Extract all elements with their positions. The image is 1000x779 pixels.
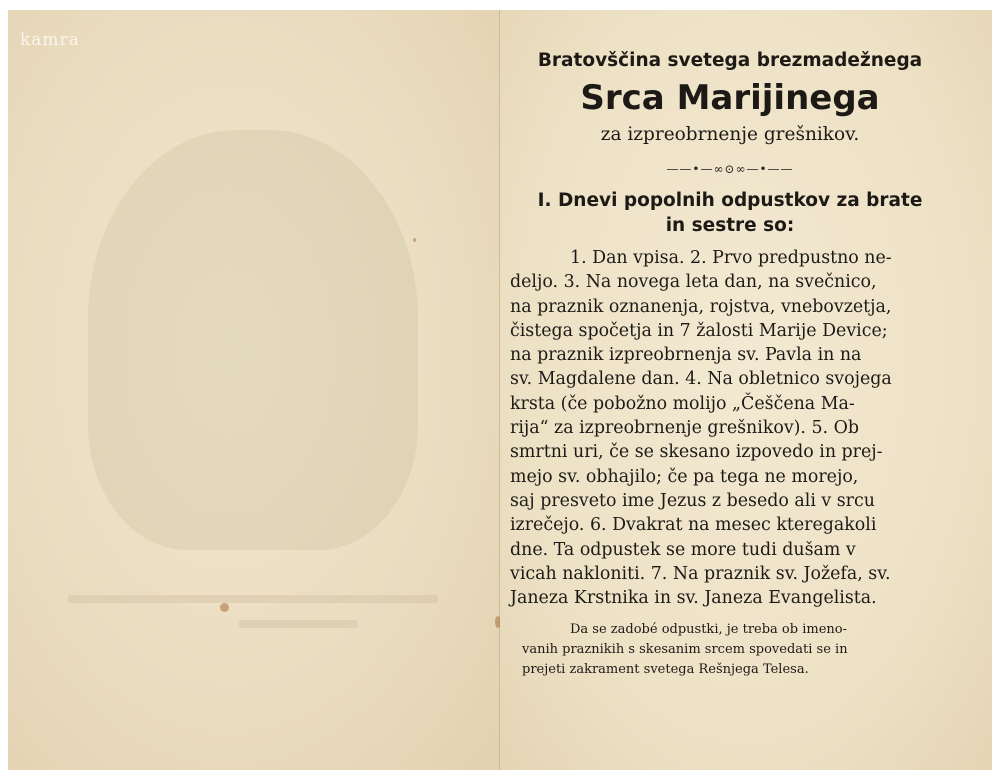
note-line: Da se zadobé odpustki, je treba ob imeno- xyxy=(570,622,847,638)
body-line: na praznik izpreobrnenja sv. Pavla in na xyxy=(510,345,862,366)
body-line: deljo. 3. Na novega leta dan, na svečnico, xyxy=(510,272,877,293)
note-line: prejeti zakrament svetega Rešnjega Telesa. xyxy=(522,662,809,678)
body-line: mejo sv. obhajilo; če pa tega ne morejo, xyxy=(510,466,859,487)
heading-subtitle: za izpreobrnenje grešnikov. xyxy=(600,124,860,145)
body-line: vicah nakloniti. 7. Na praznik sv. Jožefa, sv. xyxy=(510,563,891,584)
ornament-divider: ——•—∞⊙∞—•—— xyxy=(666,162,794,176)
heading-line-1: Bratovščina svetega brezmadežnega xyxy=(537,50,923,71)
body-line: dne. Ta odpustek se more tudi dušam v xyxy=(510,539,856,560)
heading-title: Srca Marijinega xyxy=(580,78,880,118)
body-line: Janeza Krstnika in sv. Janeza Evangelista. xyxy=(510,588,877,609)
footnote xyxy=(510,620,950,680)
note-line: vanih praznikih s skesanim srcem spovedati se in xyxy=(522,642,848,658)
body-line: rija“ za izpreobrnenje grešnikov). 5. Ob xyxy=(510,418,860,439)
stain-spot xyxy=(413,238,416,242)
left-page xyxy=(8,10,500,770)
body-line: smrtni uri, če se skesano izpovedo in prej- xyxy=(510,442,883,463)
right-page-text xyxy=(510,48,950,680)
indulgence-list xyxy=(510,246,950,610)
watermark-text: kamra xyxy=(20,30,80,50)
body-line: saj presveto ime Jezus z besedo ali v srcu xyxy=(510,490,875,511)
section-title-line-2: in sestre so: xyxy=(665,215,795,236)
body-line: sv. Magdalene dan. 4. Na obletnico svojega xyxy=(510,369,892,390)
faded-caption-line xyxy=(68,595,438,603)
body-line: 1. Dan vpisa. 2. Prvo predpustno ne- xyxy=(570,248,892,268)
body-line: čistega spočetja in 7 žalosti Marije Device; xyxy=(510,320,888,341)
body-line: izrečejo. 6. Dvakrat na mesec kteregakoli xyxy=(510,515,877,536)
stain-spot xyxy=(220,603,229,612)
body-line: krsta (če pobožno molijo „Češčena Ma- xyxy=(510,393,855,414)
body-line: na praznik oznanenja, rojstva, vnebovzetja, xyxy=(510,296,892,317)
faded-image-show-through xyxy=(88,130,418,550)
faded-caption-line xyxy=(238,620,358,628)
section-title-line-1: I. Dnevi popolnih odpustkov za brate xyxy=(537,190,923,211)
